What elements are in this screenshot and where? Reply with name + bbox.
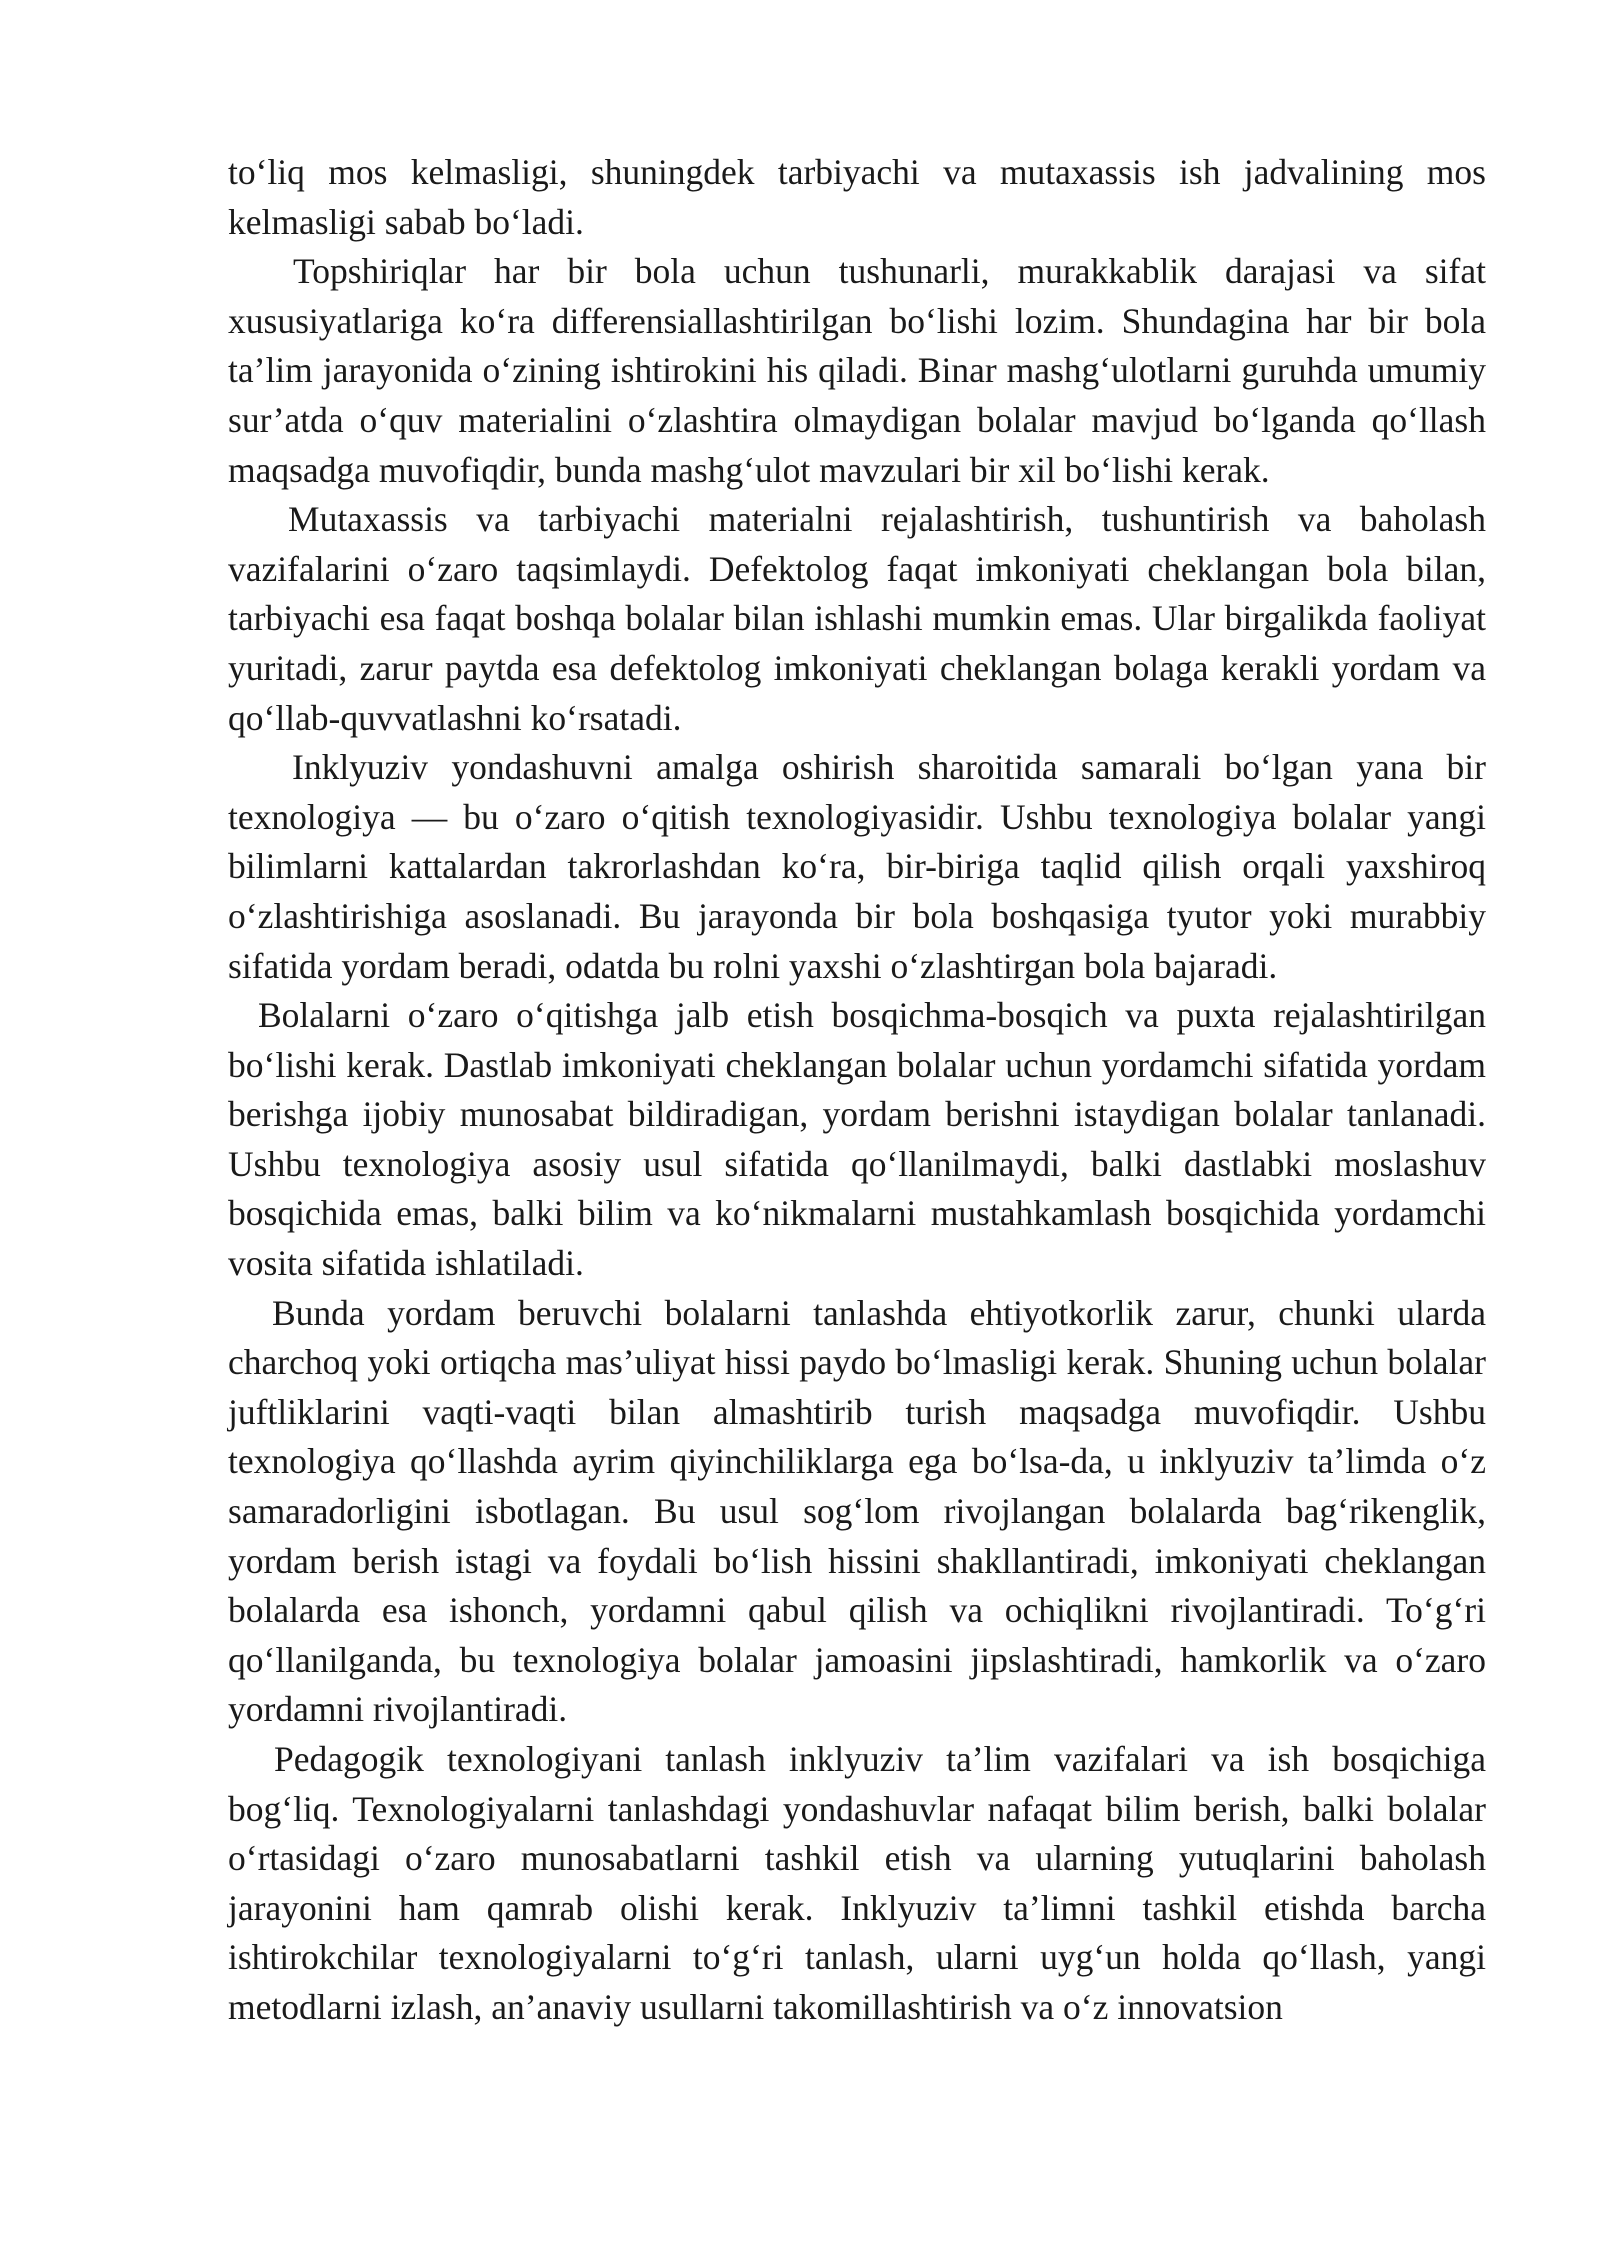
document-page <box>228 148 1486 2033</box>
paragraph-peer-teaching-stages: Bolalarni o‘zaro o‘qitishga jalb etish bosqichma-bosqich va puxta rejalashtirilgan bo‘lishi kerak. Dastlab imkoniyati cheklangan bolalar uchun yordamchi sifatida yordam berishga ijobiy munosabat bildiradigan, yordam berishni istaydigan bolalar tanlanadi. Ushbu texnologiya asosiy usul sifatida qo‘llanilmaydi, balki dastlabki moslashuv bosqichida emas, balki bilim va ko‘nikmalarni mustahkamlash bosqichida yordamchi vosita sifatida ishlatiladi. <box>228 995 1486 1284</box>
paragraph-helper-selection: Bunda yordam beruvchi bolalarni tanlashda ehtiyotkorlik zarur, chunki ularda charchoq yoki ortiqcha mas’uliyat hissi paydo bo‘lmasligi kerak. Shuning uchun bolalar juftliklarini vaqti-vaqti bilan almashtirib turish maqsadga muvofiqdir. Ushbu texnologiya qo‘llashda ayrim qiyinchiliklarga ega bo‘lsa-da, u inklyuziv ta’limda o‘z samaradorligini isbotlagan. Bu usul sog‘lom rivojlangan bolalarda bag‘rikenglik, yordam berish istagi va foydali bo‘lish hissini shakllantiradi, imkoniyati cheklangan bolalarda esa ishonch, yordamni qabul qilish va ochiqlikni rivojlantiradi. To‘g‘ri qo‘llanilganda, bu texnologiya bolalar jamoasini jipslashtiradi, hamkorlik va o‘zaro yordamni rivojlantiradi. <box>228 1292 1486 1730</box>
paragraph-differentiated-tasks: Topshiriqlar har bir bola uchun tushunarli, murakkablik darajasi va sifat xususiyatlariga ko‘ra differensiallashtirilgan bo‘lishi lozim. Shundagina har bir bola ta’lim jarayonida o‘zining ishtirokini his qiladi. Binar mashg‘ulotlarni guruhda umumiy sur’atda o‘quv materialini o‘zlashtira olmaydigan bolalar mavjud bo‘lganda qo‘llash maqsadga muvofiqdir, bunda mashg‘ulot mavzulari bir xil bo‘lishi kerak. <box>228 251 1486 490</box>
paragraph-technology-choice: Pedagogik texnologiyani tanlash inklyuziv ta’lim vazifalari va ish bosqichiga bog‘liq. Texnologiyalarni tanlashdagi yondashuvlar nafaqat bilim berish, balki bolalar o‘rtasidagi o‘zaro munosabatlarni tashkil etish va ularning yutuqlarini baholash jarayonini ham qamrab olishi kerak. Inklyuziv ta’limni tashkil etishda barcha ishtirokchilar texnologiyalarni to‘g‘ri tanlash, ularni uyg‘un holda qo‘llash, yangi metodlarni izlash, an’anaviy usullarni takomillashtirish va o‘z innovatsion <box>228 1739 1486 2027</box>
paragraph-specialist-roles: Mutaxassis va tarbiyachi materialni rejalashtirish, tushuntirish va baholash vazifalarini o‘zaro taqsimlaydi. Defektolog faqat imkoniyati cheklangan bola bilan, tarbiyachi esa faqat boshqa bolalar bilan ishlashi mumkin emas. Ular birgalikda faoliyat yuritadi, zarur paytda esa defektolog imkoniyati cheklangan bolaga kerakli yordam va qo‘llab-quvvatlashni ko‘rsatadi. <box>228 499 1486 738</box>
paragraph-continuation: to‘liq mos kelmasligi, shuningdek tarbiyachi va mutaxassis ish jadvalining mos kelmasligi sabab bo‘ladi. <box>228 152 1486 242</box>
paragraph-peer-teaching: Inklyuziv yondashuvni amalga oshirish sharoitida samarali bo‘lgan yana bir texnologiya — bu o‘zaro o‘qitish texnologiyasidir. Ushbu texnologiya bolalar yangi bilimlarni kattalardan takrorlashdan ko‘ra, bir-biriga taqlid qilish orqali yaxshiroq o‘zlashtirishiga asoslanadi. Bu jarayonda bir bola boshqasiga tyutor yoki murabbiy sifatida yordam beradi, odatda bu rolni yaxshi o‘zlashtirgan bola bajaradi. <box>228 747 1486 986</box>
